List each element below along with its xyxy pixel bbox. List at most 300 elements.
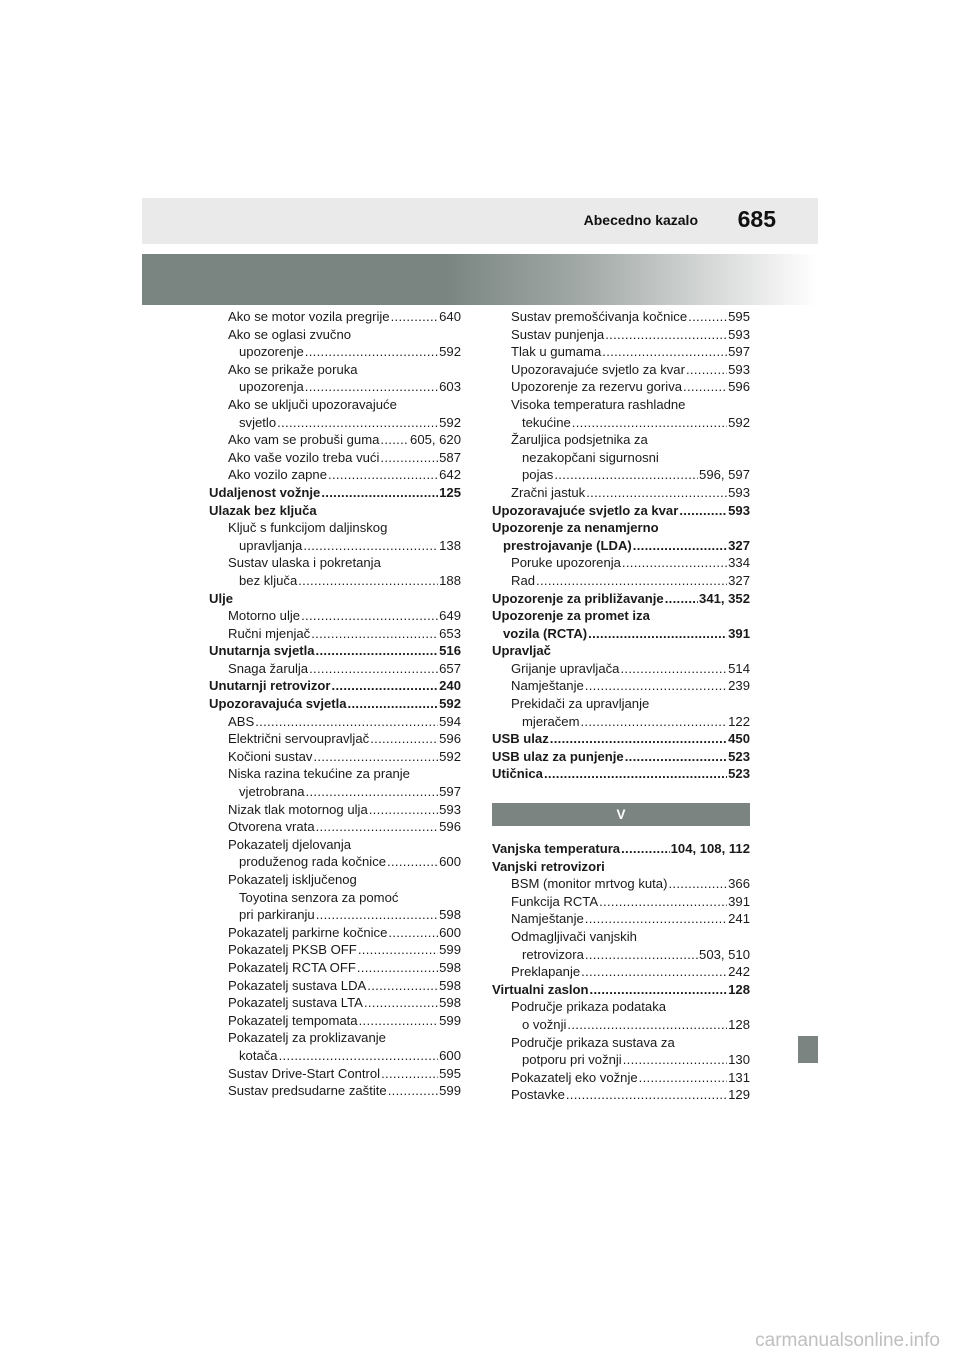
index-entry-page: 391 <box>728 625 750 641</box>
dot-leader <box>668 875 727 893</box>
index-entry <box>492 1016 750 1034</box>
index-entry-label: o vožnji <box>522 1016 567 1032</box>
section-tab-marker <box>798 1036 818 1063</box>
index-entry-page: 327 <box>728 572 750 588</box>
index-entry-page: 138 <box>439 537 461 553</box>
index-entry <box>492 590 750 608</box>
index-entry <box>209 1012 461 1030</box>
index-entry-page: 593 <box>439 801 461 817</box>
index-entry-page: 598 <box>439 907 461 923</box>
index-entry <box>492 572 750 590</box>
index-entry <box>209 572 461 590</box>
dot-leader <box>277 414 438 432</box>
index-entry-label: Ako vaše vozilo treba vući <box>228 449 380 465</box>
dot-leader <box>316 818 439 836</box>
index-entry-page: 104, 108, 112 <box>670 841 750 857</box>
index-entry <box>209 660 461 678</box>
index-entry-label: Žaruljica podsjetnika za <box>511 432 648 448</box>
index-entry <box>209 361 461 379</box>
index-entry-label: Upozoravajuće svjetlo za kvar <box>511 361 685 377</box>
index-group-v <box>492 840 750 1104</box>
index-column-left <box>209 308 461 1100</box>
index-entry-page: 523 <box>728 766 750 782</box>
index-entry-label: Sustav punjenja <box>511 326 605 342</box>
index-entry-label: Poruke upozorenja <box>511 555 621 571</box>
index-entry-label: Sustav ulaska i pokretanja <box>228 555 381 571</box>
index-entry-page: 642 <box>439 467 461 483</box>
index-entry-page: 600 <box>439 854 461 870</box>
dot-leader <box>309 660 438 678</box>
index-entry <box>209 730 461 748</box>
index-entry-label: Upozoravajuća svjetla <box>209 696 347 712</box>
index-entry-page: 595 <box>439 1065 461 1081</box>
dot-leader <box>381 1065 438 1083</box>
dot-leader <box>298 572 438 590</box>
dot-leader <box>625 748 727 766</box>
dot-leader <box>380 431 409 449</box>
index-entry <box>492 963 750 981</box>
index-entry-label: potporu pri vožnji <box>522 1052 622 1068</box>
index-entry-label: ABS <box>228 713 255 729</box>
index-entry-label: Snaga žarulja <box>228 660 309 676</box>
dot-leader <box>566 1086 727 1104</box>
index-entry <box>492 361 750 379</box>
index-entry <box>209 871 461 889</box>
index-entry-page: 598 <box>439 977 461 993</box>
index-entry-label: upravljanja <box>239 537 303 553</box>
index-entry-label: retrovizora <box>522 946 584 962</box>
index-entry <box>492 1034 750 1052</box>
header-title: Abecedno kazalo <box>583 212 698 228</box>
dot-leader <box>620 660 727 678</box>
index-entry <box>492 414 750 432</box>
index-entry-label: Visoka temperatura rashladne <box>511 396 686 412</box>
index-entry <box>492 1069 750 1087</box>
dot-leader <box>686 361 727 379</box>
index-entry-page: 596 <box>439 731 461 747</box>
index-entry <box>209 801 461 819</box>
index-entry-label: Pokazatelj sustava LTA <box>228 995 363 1011</box>
index-entry-label: Ručni mjenjač <box>228 625 311 641</box>
index-entry-label: Sustav predsudarne zaštite <box>228 1083 387 1099</box>
index-entry <box>209 519 461 537</box>
index-entry-label: Upozorenje za približavanje <box>492 590 664 606</box>
index-entry-label: upozorenje <box>239 344 304 360</box>
index-entry-label: Preklapanje <box>511 964 581 980</box>
index-entry <box>492 910 750 928</box>
index-entry <box>209 537 461 555</box>
index-entry <box>492 554 750 572</box>
dot-leader <box>306 783 439 801</box>
index-entry-page: 593 <box>728 361 750 377</box>
index-entry <box>492 396 750 414</box>
dot-leader <box>316 642 439 660</box>
dot-leader <box>391 308 439 326</box>
index-entry <box>209 554 461 572</box>
dot-leader <box>602 343 727 361</box>
index-entry-page: 391 <box>728 893 750 909</box>
index-entry-page: 597 <box>728 344 750 360</box>
index-entry-page: 131 <box>728 1069 750 1085</box>
index-entry <box>492 998 750 1016</box>
index-entry-page: 598 <box>439 995 461 1011</box>
index-entry <box>209 590 461 608</box>
index-entry-page: 596, 597 <box>699 467 750 483</box>
dot-leader <box>369 801 438 819</box>
index-entry <box>492 484 750 502</box>
index-entry <box>209 765 461 783</box>
index-entry-page: 599 <box>439 1012 461 1028</box>
index-entry-page: 593 <box>728 484 750 500</box>
index-entry-page: 587 <box>439 449 461 465</box>
dot-leader <box>623 1051 727 1069</box>
decorative-band <box>142 254 818 305</box>
index-entry-label: Ako se prikaže poruka <box>228 361 358 377</box>
index-entry-label: Ako se motor vozila pregrije <box>228 309 390 324</box>
index-entry <box>209 326 461 344</box>
index-entry-label: Pokazatelj RCTA OFF <box>228 959 356 975</box>
dot-leader <box>388 924 438 942</box>
dot-leader <box>387 853 438 871</box>
index-entry <box>492 946 750 964</box>
index-entry <box>209 1029 461 1047</box>
dot-leader <box>572 414 727 432</box>
dot-leader <box>633 537 727 555</box>
dot-leader <box>303 537 438 555</box>
index-entry-page: 599 <box>439 1083 461 1099</box>
dot-leader <box>313 748 438 766</box>
dot-leader <box>605 326 727 344</box>
index-entry <box>492 308 750 326</box>
index-entry-page: 125 <box>439 484 461 500</box>
index-entry-page: 188 <box>439 572 461 588</box>
dot-leader <box>388 1082 438 1100</box>
index-entry-page: 239 <box>728 678 750 694</box>
index-entry-label: Motorno ulje <box>228 608 301 624</box>
index-entry-label: Udaljenost vožnje <box>209 484 321 500</box>
dot-leader <box>599 893 727 911</box>
index-column-right <box>492 308 750 1104</box>
index-entry-page: 341, 352 <box>699 590 750 606</box>
index-entry <box>209 308 461 326</box>
index-entry-label: Unutarnji retrovizor <box>209 678 331 694</box>
index-entry <box>209 607 461 625</box>
index-entry-page: 597 <box>439 784 461 800</box>
index-entry-label: Područje prikaza podataka <box>511 999 667 1015</box>
index-entry-label: Električni servoupravljač <box>228 731 370 747</box>
page-number: 685 <box>737 206 776 232</box>
index-entry-label: Toyotina senzora za pomoć <box>239 889 399 905</box>
index-entry <box>492 502 750 520</box>
index-entry-label: Nizak tlak motornog ulja <box>228 801 368 817</box>
index-entry <box>492 875 750 893</box>
index-entry <box>209 889 461 907</box>
index-entry <box>492 466 750 484</box>
watermark: carmanualsonline.info <box>755 1330 940 1351</box>
index-entry <box>209 977 461 995</box>
index-entry-page: 649 <box>439 608 461 624</box>
index-entry-label: produženog rada kočnice <box>239 854 387 870</box>
index-entry-page: 603 <box>439 379 461 395</box>
index-entry <box>492 449 750 467</box>
index-entry-label: Prekidači za upravljanje <box>511 696 650 712</box>
index-entry <box>209 695 461 713</box>
index-entry-label: Upozorenje za rezervu goriva <box>511 379 683 395</box>
index-entry-page: 450 <box>728 731 750 747</box>
index-entry <box>209 906 461 924</box>
dot-leader <box>621 840 670 858</box>
index-entry-label: Ulazak bez ključa <box>209 502 317 518</box>
dot-leader <box>588 625 727 643</box>
index-entry-label: Zračni jastuk <box>511 484 586 500</box>
index-entry-page: 640 <box>439 309 461 324</box>
dot-leader <box>305 378 438 396</box>
index-entry-page: 514 <box>728 660 750 676</box>
dot-leader <box>586 484 727 502</box>
index-entry-label: Pokazatelj isključenog <box>228 872 357 887</box>
dot-leader <box>585 910 727 928</box>
index-entry <box>492 378 750 396</box>
index-entry <box>492 840 750 858</box>
index-entry-label: Pokazatelj parkirne kočnice <box>228 924 388 940</box>
index-entry-page: 592 <box>439 344 461 360</box>
index-entry-label: Ako se uključi upozoravajuće <box>228 396 397 412</box>
index-entry-page: 593 <box>728 502 750 518</box>
index-entry-label: Pokazatelj PKSB OFF <box>228 942 357 958</box>
index-entry-label: Pokazatelj eko vožnje <box>511 1069 638 1085</box>
dot-leader <box>622 554 727 572</box>
dot-leader <box>580 713 727 731</box>
dot-leader <box>255 713 438 731</box>
index-entry-label: vozila (RCTA) <box>503 625 588 641</box>
index-entry <box>209 378 461 396</box>
dot-leader <box>544 765 727 783</box>
index-entry <box>209 1047 461 1065</box>
index-entry-label: Ako se oglasi zvučno <box>228 326 352 342</box>
index-entry <box>492 928 750 946</box>
index-entry <box>209 449 461 467</box>
dot-leader <box>357 959 438 977</box>
index-entry <box>492 858 750 876</box>
index-entry-label: upozorenja <box>239 379 304 395</box>
index-entry <box>492 625 750 643</box>
index-entry-page: 129 <box>728 1087 750 1103</box>
index-entry-label: mjeračem <box>522 713 580 729</box>
index-entry-label: Upozorenje za promet iza <box>492 608 650 624</box>
index-entry-page: 592 <box>439 696 461 712</box>
index-entry <box>209 818 461 836</box>
index-entry-label: bez ključa <box>239 572 298 588</box>
index-entry-label: USB ulaz <box>492 731 549 747</box>
index-entry-label: Pokazatelj za proklizavanje <box>228 1030 386 1046</box>
dot-leader <box>585 946 698 964</box>
index-entry-label: vjetrobrana <box>239 784 305 800</box>
index-entry-page: 128 <box>728 981 750 997</box>
index-entry-label: Kočioni sustav <box>228 748 313 764</box>
dot-leader <box>581 963 727 981</box>
index-entry-label: Sustav Drive-Start Control <box>228 1065 381 1081</box>
index-entry-page: 600 <box>439 924 461 940</box>
index-entry <box>209 941 461 959</box>
index-entry-label: Ako vam se probuši guma <box>228 432 380 448</box>
index-entry-page: 503, 510 <box>699 946 750 962</box>
index-entry-label: Ako vozilo zapne <box>228 467 327 483</box>
index-entry <box>209 677 461 695</box>
index-entry <box>492 537 750 555</box>
index-entry <box>209 959 461 977</box>
index-entry-label: Otvorena vrata <box>228 819 315 835</box>
index-entry-label: Pokazatelj djelovanja <box>228 836 352 852</box>
index-entry-label: Pokazatelj tempomata <box>228 1012 358 1028</box>
index-entry <box>209 343 461 361</box>
index-entry-label: Područje prikaza sustava za <box>511 1034 675 1050</box>
index-entry-page: 128 <box>728 1016 750 1032</box>
index-entry <box>492 765 750 783</box>
index-entry-page: 593 <box>728 326 750 342</box>
index-entry-page: 241 <box>728 911 750 927</box>
index-entry <box>492 343 750 361</box>
index-entry-label: tekućine <box>522 414 571 430</box>
index-entry <box>209 924 461 942</box>
index-entry-label: Vanjska temperatura <box>492 841 621 857</box>
index-entry <box>492 893 750 911</box>
index-entry <box>492 981 750 999</box>
index-entry-label: prestrojavanje (LDA) <box>503 537 632 553</box>
index-entry-label: Namještanje <box>511 911 584 927</box>
dot-leader <box>665 590 698 608</box>
dot-leader <box>364 994 438 1012</box>
index-entry <box>209 853 461 871</box>
section-header-v: V <box>492 803 750 826</box>
dot-leader <box>639 1069 727 1087</box>
index-entry <box>492 1086 750 1104</box>
index-entry-label: USB ulaz za punjenje <box>492 748 624 764</box>
index-entry-page: 592 <box>728 414 750 430</box>
index-entry <box>492 431 750 449</box>
index-entry-page: 653 <box>439 625 461 641</box>
dot-leader <box>328 466 438 484</box>
index-entry-label: Funkcija RCTA <box>511 893 599 909</box>
index-entry <box>209 431 461 449</box>
index-entry-label: kotača <box>239 1047 278 1063</box>
index-entry <box>209 783 461 801</box>
dot-leader <box>380 449 438 467</box>
index-entry <box>492 730 750 748</box>
dot-leader <box>279 1047 439 1065</box>
index-entry <box>492 642 750 660</box>
dot-leader <box>332 677 439 695</box>
index-entry <box>209 484 461 502</box>
dot-leader <box>359 1012 439 1030</box>
index-entry-label: pojas <box>522 467 554 483</box>
dot-leader <box>367 977 438 995</box>
index-entry-page: 130 <box>728 1052 750 1068</box>
index-entry-label: Upozorenje za nenamjerno <box>492 520 659 536</box>
index-entry <box>209 1065 461 1083</box>
dot-leader <box>321 484 438 502</box>
index-entry-label: nezakopčani sigurnosni <box>522 449 659 465</box>
index-entry <box>209 642 461 660</box>
index-entry-page: 523 <box>728 748 750 764</box>
index-entry-label: Sustav premošćivanja kočnice <box>511 309 688 324</box>
index-entry-label: Ulje <box>209 590 234 606</box>
index-entry <box>492 695 750 713</box>
index-entry <box>209 994 461 1012</box>
dot-leader <box>301 607 438 625</box>
index-entry <box>492 519 750 537</box>
dot-leader <box>536 572 727 590</box>
index-entry <box>209 502 461 520</box>
index-entry-label: Virtualni zaslon <box>492 981 589 997</box>
dot-leader <box>554 466 698 484</box>
index-entry <box>492 677 750 695</box>
index-entry <box>209 414 461 432</box>
index-entry <box>492 607 750 625</box>
dot-leader <box>305 343 438 361</box>
dot-leader <box>370 730 438 748</box>
index-entry <box>209 396 461 414</box>
index-entry-page: 240 <box>439 678 461 694</box>
dot-leader <box>679 502 727 520</box>
index-entry-page: 327 <box>728 537 750 553</box>
index-entry-label: Tlak u gumama <box>511 344 602 360</box>
index-entry-page: 366 <box>728 876 750 892</box>
index-entry-label: Upravljač <box>492 643 551 659</box>
index-entry-label: Niska razina tekućine za pranje <box>228 766 410 782</box>
index-entry-page: 242 <box>728 964 750 980</box>
index-entry-page: 600 <box>439 1047 461 1063</box>
index-entry-page: 334 <box>728 555 750 571</box>
index-entry <box>209 713 461 731</box>
index-entry-page: 592 <box>439 748 461 764</box>
index-entry-page: 598 <box>439 959 461 975</box>
dot-leader <box>683 378 727 396</box>
index-entry-label: Pokazatelj sustava LDA <box>228 977 367 993</box>
dot-leader <box>550 730 727 748</box>
index-entry-page: 596 <box>439 819 461 835</box>
dot-leader <box>590 981 728 999</box>
dot-leader <box>316 906 438 924</box>
index-entry-label: Ključ s funkcijom daljinskog <box>228 520 388 536</box>
index-entry-page: 594 <box>439 713 461 729</box>
index-entry-label: Grijanje upravljača <box>511 660 620 676</box>
page-header <box>142 198 818 244</box>
index-entry-label: Odmagljivači vanjskih <box>511 929 637 944</box>
index-entry-page: 592 <box>439 414 461 430</box>
index-entry-label: svjetlo <box>239 414 277 430</box>
dot-leader <box>688 308 727 326</box>
index-entry-label: Rad <box>511 572 536 588</box>
index-group-u-continued <box>492 308 750 783</box>
index-entry <box>492 660 750 678</box>
index-entry-page: 122 <box>728 713 750 729</box>
index-entry-label: Unutarnja svjetla <box>209 643 315 659</box>
index-entry-label: pri parkiranju <box>239 907 315 923</box>
index-entry-label: BSM (monitor mrtvog kuta) <box>511 876 668 892</box>
index-entry-page: 516 <box>439 643 461 659</box>
index-entry <box>209 748 461 766</box>
index-entry-label: Vanjski retrovizori <box>492 858 605 874</box>
index-entry <box>209 625 461 643</box>
index-entry <box>492 326 750 344</box>
index-entry-label: Namještanje <box>511 678 584 694</box>
dot-leader <box>358 941 438 959</box>
index-entry <box>209 466 461 484</box>
index-entry <box>492 713 750 731</box>
index-entry <box>492 1051 750 1069</box>
index-entry <box>209 836 461 854</box>
index-entry-page: 595 <box>728 309 750 324</box>
